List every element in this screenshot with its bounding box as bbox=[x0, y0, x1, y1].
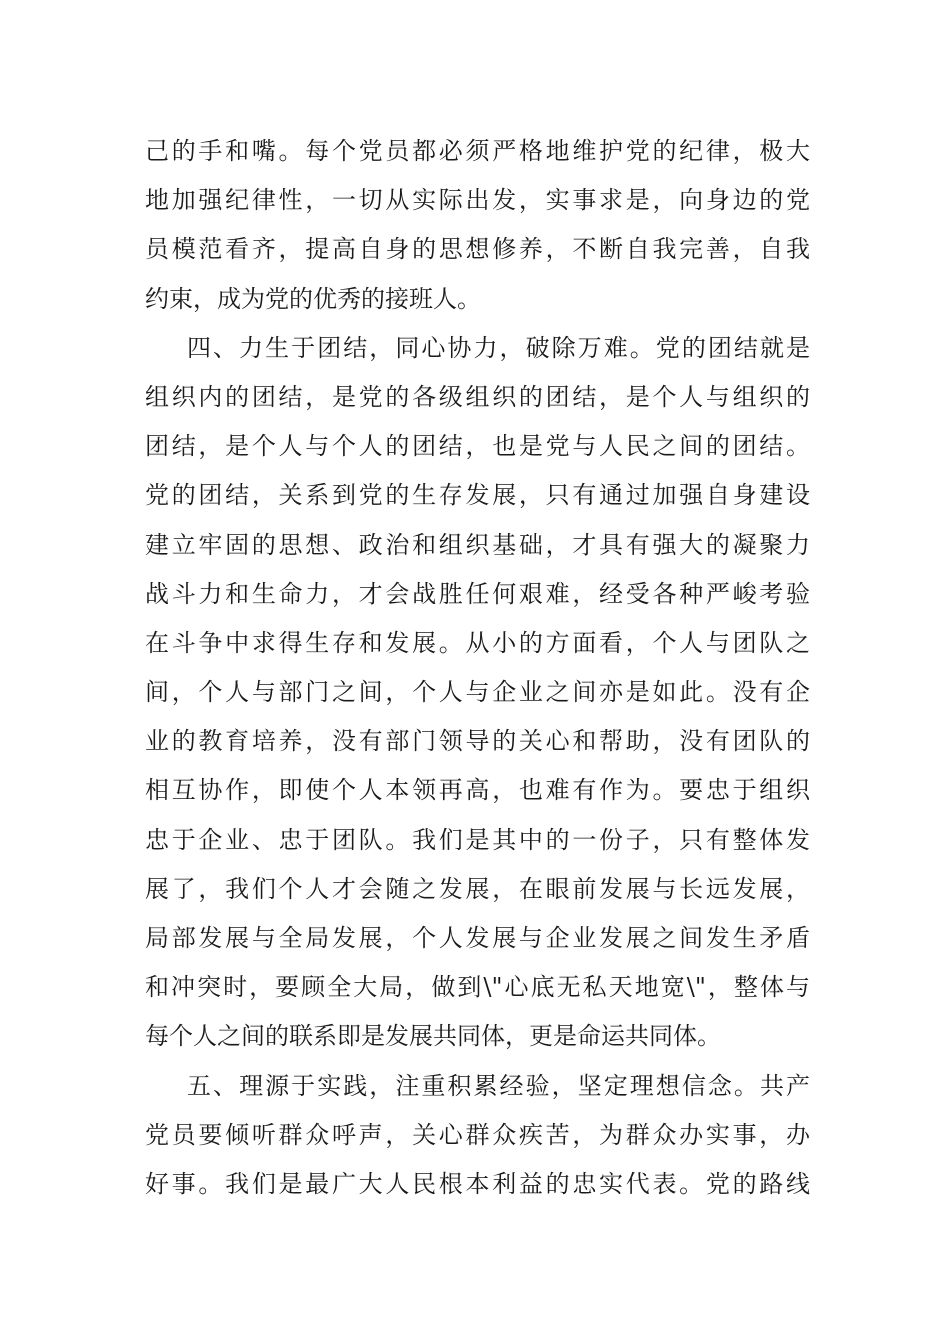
text-line: 局部发展与全局发展，个人发展与企业发展之间发生矛盾 bbox=[145, 924, 810, 952]
text-line: 忠于企业、忠于团队。我们是其中的一份子，只有整体发 bbox=[145, 825, 810, 854]
text-line: 相互协作，即使个人本领再高，也难有作为。要忠于组织 bbox=[145, 776, 810, 805]
text-line: 团结，是个人与个人的团结，也是党与人民之间的团结。 bbox=[145, 432, 810, 461]
body-text bbox=[145, 127, 810, 1209]
text-line: 展了，我们个人才会随之发展，在眼前发展与长远发展， bbox=[145, 874, 810, 903]
text-line: 地加强纪律性，一切从实际出发，实事求是，向身边的党 bbox=[145, 186, 810, 215]
text-line: 党员要倾听群众呼声，关心群众疾苦，为群众办实事，办 bbox=[145, 1120, 810, 1149]
text-line: 每个人之间的联系即是发展共同体，更是命运共同体。 bbox=[145, 1022, 721, 1051]
section-heading-line: 四、力生于团结，同心协力，破除万难。党的团结就是 bbox=[187, 333, 810, 362]
text-line: 和冲突时，要顾全大局，做到\"心底无私天地宽\"，整体与 bbox=[145, 973, 810, 1002]
text-line: 约束，成为党的优秀的接班人。 bbox=[145, 284, 481, 313]
text-line: 己的手和嘴。每个党员都必须严格地维护党的纪律，极大 bbox=[145, 137, 810, 165]
text-line: 在斗争中求得生存和发展。从小的方面看，个人与团队之 bbox=[145, 628, 810, 657]
text-line: 党的团结，关系到党的生存发展，只有通过加强自身建设 bbox=[145, 481, 810, 510]
section-heading-line: 五、理源于实践，注重积累经验，坚定理想信念。共产 bbox=[187, 1071, 810, 1100]
text-line: 员模范看齐，提高自身的思想修养，不断自我完善，自我 bbox=[145, 235, 810, 264]
text-line: 好事。我们是最广大人民根本利益的忠实代表。党的路线 bbox=[145, 1169, 810, 1198]
text-line: 建立牢固的思想、政治和组织基础，才具有强大的凝聚力 bbox=[145, 530, 810, 559]
text-line: 业的教育培养，没有部门领导的关心和帮助，没有团队的 bbox=[145, 727, 810, 756]
text-line: 战斗力和生命力，才会战胜任何艰难，经受各种严峻考验 bbox=[145, 579, 810, 608]
text-line: 间，个人与部门之间，个人与企业之间亦是如此。没有企 bbox=[145, 678, 810, 707]
text-line: 组织内的团结，是党的各级组织的团结，是个人与组织的 bbox=[145, 382, 810, 411]
